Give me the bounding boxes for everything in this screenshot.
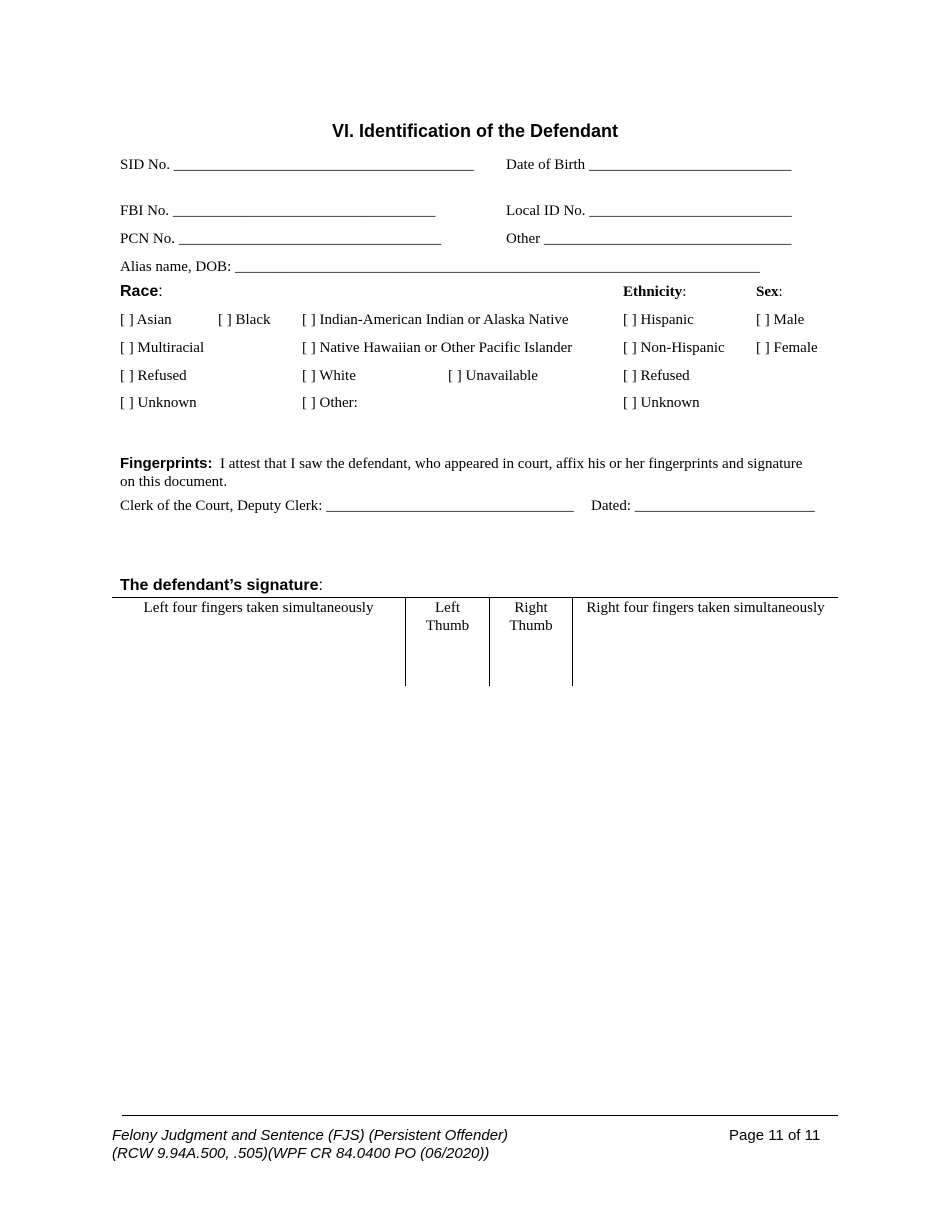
- race-multiracial-checkbox[interactable]: [ ] Multiracial: [120, 340, 205, 356]
- race-black-checkbox[interactable]: [ ] Black: [218, 312, 271, 328]
- table-top-border: [112, 597, 838, 598]
- race-indian-checkbox[interactable]: [ ] Indian-American Indian or Alaska Native: [302, 312, 569, 328]
- left-thumb-box[interactable]: Left Thumb: [425, 600, 470, 634]
- page-number: Page 11 of 11: [729, 1127, 821, 1144]
- alias-dob-field[interactable]: Alias name, DOB: ______________________________________________________________________: [120, 259, 760, 275]
- date-of-birth-field[interactable]: Date of Birth ___________________________: [506, 157, 792, 173]
- race-asian-checkbox[interactable]: [ ] Asian: [120, 312, 172, 328]
- ethnicity-non-hispanic-checkbox[interactable]: [ ] Non-Hispanic: [623, 340, 725, 356]
- sex-heading: Sex:: [756, 284, 783, 300]
- clerk-signature-field[interactable]: Clerk of the Court, Deputy Clerk: _________________________________: [120, 498, 574, 514]
- other-field[interactable]: Other _________________________________: [506, 231, 792, 247]
- right-four-fingers-box[interactable]: Right four fingers taken simultaneously: [586, 600, 825, 616]
- fingerprints-label: Fingerprints:: [120, 455, 213, 472]
- fingerprints-attestation-cont: on this document.: [120, 474, 228, 490]
- race-other-checkbox[interactable]: [ ] Other:: [302, 395, 358, 411]
- pcn-field[interactable]: PCN No. ___________________________________: [120, 231, 442, 247]
- section-title: VI. Identification of the Defendant: [331, 121, 618, 141]
- fingerprints-attestation: Fingerprints: I attest that I saw the defendant, who appeared in court, affix his or her fingerprints and signature: [120, 455, 803, 472]
- race-unavailable-checkbox[interactable]: [ ] Unavailable: [448, 368, 538, 384]
- fbi-field[interactable]: FBI No. ___________________________________: [120, 203, 436, 219]
- race-unknown-checkbox[interactable]: [ ] Unknown: [120, 395, 197, 411]
- sex-female-checkbox[interactable]: [ ] Female: [756, 340, 818, 356]
- footer-form-title: Felony Judgment and Sentence (FJS) (Persistent Offender): [112, 1127, 509, 1144]
- left-four-fingers-box[interactable]: Left four fingers taken simultaneously: [143, 600, 374, 616]
- local-id-field[interactable]: Local ID No. ___________________________: [506, 203, 792, 219]
- race-white-checkbox[interactable]: [ ] White: [302, 368, 356, 384]
- race-hawaiian-checkbox[interactable]: [ ] Native Hawaiian or Other Pacific Islander: [302, 340, 573, 356]
- sex-male-checkbox[interactable]: [ ] Male: [756, 312, 805, 328]
- right-thumb-box[interactable]: Right Thumb: [509, 600, 553, 634]
- footer-form-citation: (RCW 9.94A.500, .505)(WPF CR 84.0400 PO (06/2020)): [112, 1145, 490, 1162]
- dated-field[interactable]: Dated: ________________________: [591, 498, 815, 514]
- footer-rule: [122, 1115, 838, 1116]
- race-heading: Race:: [120, 283, 163, 300]
- ethnicity-hispanic-checkbox[interactable]: [ ] Hispanic: [623, 312, 694, 328]
- sid-field[interactable]: SID No. ________________________________________: [120, 157, 474, 173]
- ethnicity-unknown-checkbox[interactable]: [ ] Unknown: [623, 395, 700, 411]
- ethnicity-refused-checkbox[interactable]: [ ] Refused: [623, 368, 690, 384]
- defendant-signature-label[interactable]: The defendant’s signature:: [120, 577, 323, 594]
- race-refused-checkbox[interactable]: [ ] Refused: [120, 368, 187, 384]
- ethnicity-heading: Ethnicity:: [623, 284, 687, 300]
